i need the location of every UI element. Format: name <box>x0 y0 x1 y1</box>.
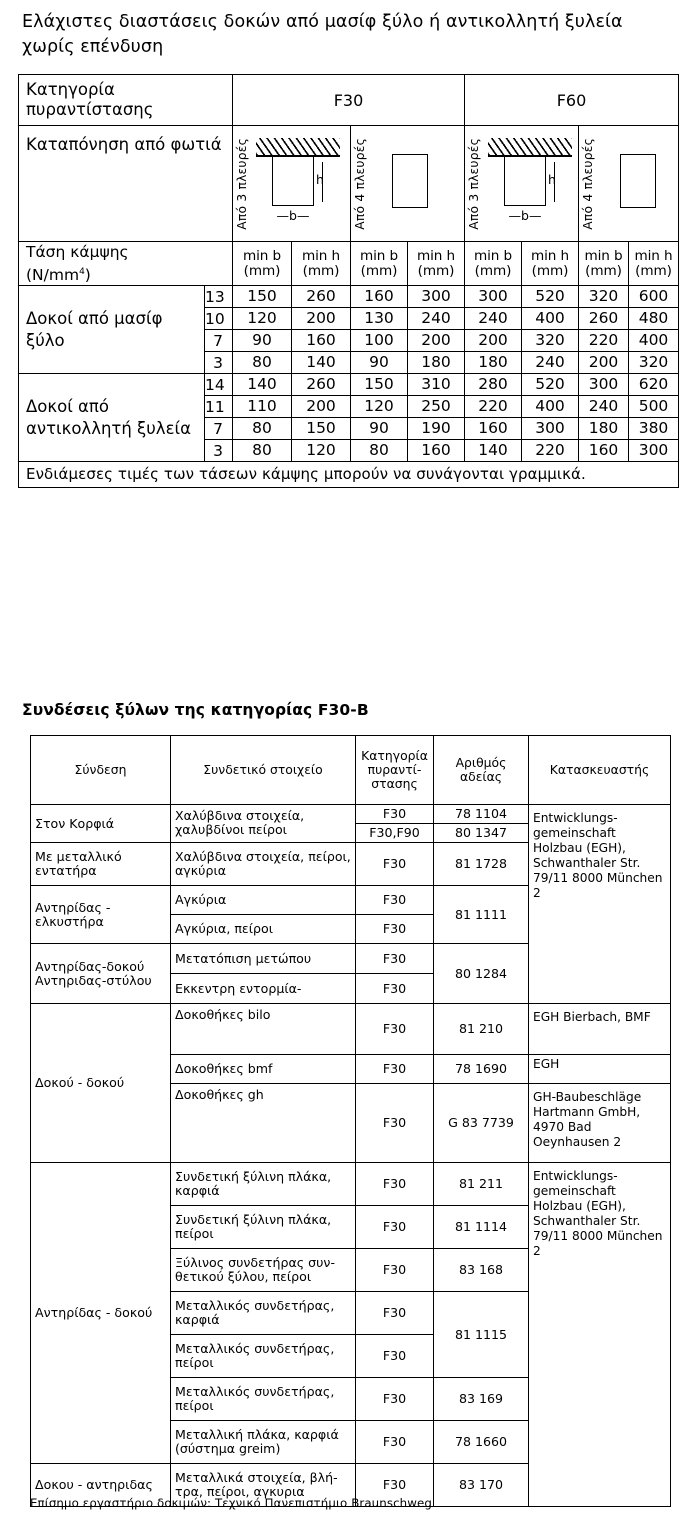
section-label-glulam: Δοκοί από αντικολλητή ξυλεία <box>19 374 205 462</box>
beam-dashed-edge <box>272 158 273 204</box>
minh: 160 <box>408 440 465 462</box>
width-dim-label: —b— <box>508 207 542 223</box>
col-minb-f30-4: min b (mm) <box>351 242 408 286</box>
table1-subheader-row <box>19 242 679 286</box>
minh: 180 <box>408 352 465 374</box>
beam-section-4sides-icon <box>368 132 464 236</box>
beam-outline <box>272 157 314 206</box>
connection-type: Αντηρίδας-δοκού Αντηριδας-στύλου <box>31 944 171 1004</box>
minh: 380 <box>629 418 679 440</box>
fire-class: F30 <box>356 886 434 915</box>
minb: 160 <box>351 286 408 308</box>
stress-value: 11 <box>205 396 233 418</box>
table2-header-row <box>31 736 671 805</box>
minb: 160 <box>579 440 629 462</box>
beam-outline <box>504 157 546 206</box>
connection-element: Εκκεντρη εντορμία- <box>171 974 356 1004</box>
width-dim-label: —b— <box>276 207 310 223</box>
connection-element: Μεταλλικά στοιχεία, βλή-τρα, πείροι, αγκυρια <box>171 1464 356 1507</box>
fire-class: F30 <box>356 1378 434 1421</box>
fire-class: F30 <box>356 1249 434 1292</box>
height-dim-label: h <box>316 171 324 187</box>
fire-class: F30 <box>356 1292 434 1335</box>
minb: 180 <box>579 418 629 440</box>
connection-type: Δοκού - δοκού <box>31 1004 171 1163</box>
minh: 320 <box>522 330 579 352</box>
minh: 240 <box>522 352 579 374</box>
fire-class: F30 <box>356 1335 434 1378</box>
minh: 240 <box>408 308 465 330</box>
minh: 400 <box>522 396 579 418</box>
connection-type: Δοκου - αντηριδας <box>31 1464 171 1507</box>
fire-class: F30 <box>356 1163 434 1206</box>
fire-class: F30 <box>356 1004 434 1055</box>
minb: 130 <box>351 308 408 330</box>
beam-dashed-edge <box>504 158 505 204</box>
fire-class: F30 <box>356 1464 434 1507</box>
hatch-pattern <box>256 138 340 157</box>
diagram-f60-3sides <box>465 126 579 242</box>
minh: 500 <box>629 396 679 418</box>
height-dim-label: h <box>548 171 556 187</box>
minb: 160 <box>465 418 522 440</box>
connection-type: Αντηρίδας - δοκού <box>31 1163 171 1464</box>
connection-element: Αγκύρια, πείροι <box>171 915 356 944</box>
minb: 150 <box>351 374 408 396</box>
table1-exposure-row <box>19 126 679 242</box>
minb: 150 <box>233 286 292 308</box>
minb: 140 <box>465 440 522 462</box>
connection-element: Χαλύβδινα στοιχεία, χαλυβδίνοι πείροι <box>171 805 356 843</box>
connection-element: Ξύλινος συνδετήρας συν-θετικού ξύλου, πείροι <box>171 1249 356 1292</box>
minb: 100 <box>351 330 408 352</box>
table2-footnote: Επίσημο εργαστήριο δοκιμών: Τεχνικό Πανεπιστήμιο Braunschweg <box>30 1496 432 1510</box>
minh: 150 <box>292 418 351 440</box>
col-header-connection: Σύνδεση <box>31 736 171 805</box>
permit-number: 78 1660 <box>434 1421 529 1464</box>
connection-element: Δοκοθήκες bilo <box>171 1004 356 1055</box>
connection-type: Με μεταλλικό εντατήρα <box>31 843 171 886</box>
minb: 140 <box>233 374 292 396</box>
exposure-label-4sides-f30: Από 4 πλευρές <box>352 137 367 230</box>
connection-element: Αγκύρια <box>171 886 356 915</box>
beam-section-3sides-icon <box>482 132 578 236</box>
connection-element: Μετατόπιση μετώπου <box>171 944 356 974</box>
col-minh-f60-3: min h (mm) <box>522 242 579 286</box>
fire-class: F30 <box>356 974 434 1004</box>
fire-class: F30 <box>356 843 434 886</box>
col-header-element: Συνδετικό στοιχείο <box>171 736 356 805</box>
table1-title: Ελάχιστες διαστάσεις δοκών από μασίφ ξύλο ή αντικολλητή ξυλεία χωρίς επένδυση <box>22 12 623 57</box>
minb: 200 <box>465 330 522 352</box>
minb: 120 <box>233 308 292 330</box>
minb: 300 <box>579 374 629 396</box>
minh: 220 <box>522 440 579 462</box>
wood-connections-table <box>30 735 671 1507</box>
connection-element: Μεταλλικός συνδετήρας, καρφιά <box>171 1292 356 1335</box>
minb: 260 <box>579 308 629 330</box>
minh: 120 <box>292 440 351 462</box>
minb: 80 <box>233 352 292 374</box>
fire-exposure-label: Καταπόνηση από φωτιά <box>19 126 233 242</box>
minh: 140 <box>292 352 351 374</box>
minb: 110 <box>233 396 292 418</box>
fire-class: F30 <box>356 915 434 944</box>
exposure-label-3sides-f30: Από 3 πλευρές <box>234 137 249 230</box>
minb: 220 <box>465 396 522 418</box>
minh: 520 <box>522 286 579 308</box>
col-minh-f30-3: min h (mm) <box>292 242 351 286</box>
minh: 260 <box>292 374 351 396</box>
col-minb-f60-3: min b (mm) <box>465 242 522 286</box>
permit-number: 81 1728 <box>434 843 529 886</box>
stress-value: 7 <box>205 418 233 440</box>
connection-element: Δοκοθήκες gh <box>171 1084 356 1163</box>
table-row <box>31 1163 671 1206</box>
table-row <box>19 374 679 396</box>
permit-number: 83 170 <box>434 1464 529 1507</box>
col-minh-f30-4: min h (mm) <box>408 242 465 286</box>
table-row <box>31 1004 671 1055</box>
connection-element: Χαλύβδινα στοιχεία, πείροι, αγκύρια <box>171 843 356 886</box>
fire-resistance-category-label: Κατηγορία πυραντίστασης <box>19 75 233 126</box>
connection-type: Στον Κορφιά <box>31 805 171 843</box>
minh: 310 <box>408 374 465 396</box>
minh: 160 <box>292 330 351 352</box>
permit-number: 81 210 <box>434 1004 529 1055</box>
exposure-label-4sides-f60: Από 4 πλευρές <box>580 137 595 230</box>
col-minb-f60-4: min b (mm) <box>579 242 629 286</box>
minh: 400 <box>629 330 679 352</box>
diagram-f30-3sides <box>233 126 351 242</box>
exposure-label-3sides-f60: Από 3 πλευρές <box>466 137 481 230</box>
beam-outline <box>392 154 428 208</box>
minh: 520 <box>522 374 579 396</box>
manufacturer: EGH <box>529 1055 671 1084</box>
table-row <box>19 286 679 308</box>
connection-element: Συνδετική ξύλινη πλάκα, πείροι <box>171 1206 356 1249</box>
minb: 90 <box>233 330 292 352</box>
beam-dimensions-table <box>18 74 679 488</box>
minh: 300 <box>522 418 579 440</box>
minb: 90 <box>351 352 408 374</box>
minh: 260 <box>292 286 351 308</box>
minb: 320 <box>579 286 629 308</box>
fire-class: F30,F90 <box>356 824 434 843</box>
manufacturer: EGH Bierbach, BMF <box>529 1004 671 1055</box>
fire-class: F30 <box>356 1206 434 1249</box>
diagram-f30-4sides <box>351 126 465 242</box>
permit-number: 81 1115 <box>434 1292 529 1378</box>
permit-number: 80 1284 <box>434 944 529 1004</box>
fire-class-f30: F30 <box>233 75 465 126</box>
permit-number: 81 211 <box>434 1163 529 1206</box>
manufacturer: GH-Baubeschläge Hartmann GmbH, 4970 Bad Oeynhausen 2 <box>529 1084 671 1163</box>
permit-number: 81 1114 <box>434 1206 529 1249</box>
col-minb-f30-3: min b (mm) <box>233 242 292 286</box>
manufacturer: Entwicklungs-gemeinschaft Holzbau (EGH), Schwanthaler Str. 79/11 8000 München 2 <box>529 1163 671 1507</box>
minb: 240 <box>465 308 522 330</box>
fire-class: F30 <box>356 944 434 974</box>
section-label-solid-wood: Δοκοί από μασίφ ξύλο <box>19 286 205 374</box>
beam-section-4sides-icon <box>596 132 678 236</box>
minb: 200 <box>579 352 629 374</box>
minb: 220 <box>579 330 629 352</box>
fire-class-f60: F60 <box>465 75 679 126</box>
minh: 200 <box>292 308 351 330</box>
connection-type: Αντηρίδας - ελκυστήρα <box>31 886 171 944</box>
permit-number: 78 1690 <box>434 1055 529 1084</box>
stress-value: 14 <box>205 374 233 396</box>
minb: 300 <box>465 286 522 308</box>
minb: 240 <box>579 396 629 418</box>
table-row <box>31 805 671 824</box>
minb: 80 <box>233 418 292 440</box>
minh: 300 <box>408 286 465 308</box>
minh: 320 <box>629 352 679 374</box>
table1-footnote-row <box>19 462 679 488</box>
table2-title: Συνδέσεις ξύλων της κατηγορίας F30-B <box>22 701 369 719</box>
fire-class: F30 <box>356 805 434 824</box>
stress-value: 7 <box>205 330 233 352</box>
bending-stress-label: Τάση κάμψης $(N/mm^4)$ <box>19 242 233 286</box>
minh: 600 <box>629 286 679 308</box>
permit-number: G 83 7739 <box>434 1084 529 1163</box>
minh: 400 <box>522 308 579 330</box>
connection-element: Συνδετική ξύλινη πλάκα, καρφιά <box>171 1163 356 1206</box>
col-header-fire-class: Κατηγορία πυραντί-στασης <box>356 736 434 805</box>
col-header-manufacturer: Κατασκευαστής <box>529 736 671 805</box>
minb: 80 <box>233 440 292 462</box>
permit-number: 80 1347 <box>434 824 529 843</box>
permit-number: 83 169 <box>434 1378 529 1421</box>
stress-value: 3 <box>205 440 233 462</box>
permit-number: 83 168 <box>434 1249 529 1292</box>
minh: 300 <box>629 440 679 462</box>
fire-class: F30 <box>356 1055 434 1084</box>
beam-outline <box>620 154 656 208</box>
minh: 200 <box>292 396 351 418</box>
stress-value: 3 <box>205 352 233 374</box>
minb: 80 <box>351 440 408 462</box>
manufacturer: Entwicklungs-gemeinschaft Holzbau (EGH), Schwanthaler Str. 79/11 8000 München 2 <box>529 805 671 1004</box>
minh: 200 <box>408 330 465 352</box>
minh: 190 <box>408 418 465 440</box>
connection-element: Μεταλλικός συνδετήρας, πείροι <box>171 1335 356 1378</box>
connection-element: Δοκοθήκες bmf <box>171 1055 356 1084</box>
permit-number: 78 1104 <box>434 805 529 824</box>
minb: 280 <box>465 374 522 396</box>
permit-number: 81 1111 <box>434 886 529 944</box>
table1-fireclass-row <box>19 75 679 126</box>
col-header-permit-number: Αριθμός αδείας <box>434 736 529 805</box>
minh: 250 <box>408 396 465 418</box>
connection-element: Μεταλλικός συνδετήρας, πείροι <box>171 1378 356 1421</box>
stress-value: 13 <box>205 286 233 308</box>
minb: 120 <box>351 396 408 418</box>
stress-value: 10 <box>205 308 233 330</box>
hatch-pattern <box>488 138 572 157</box>
diagram-f60-4sides <box>579 126 679 242</box>
minb: 90 <box>351 418 408 440</box>
minh: 480 <box>629 308 679 330</box>
fire-class: F30 <box>356 1421 434 1464</box>
connection-element: Μεταλλική πλάκα, καρφιά (σύστημα greim) <box>171 1421 356 1464</box>
col-minh-f60-4: min h (mm) <box>629 242 679 286</box>
table1-footnote: Ενδιάμεσες τιμές των τάσεων κάμψης μπορούν να συνάγονται γραμμικά. <box>19 462 679 488</box>
beam-section-3sides-icon <box>250 132 350 236</box>
fire-class: F30 <box>356 1084 434 1163</box>
minh: 620 <box>629 374 679 396</box>
minb: 180 <box>465 352 522 374</box>
